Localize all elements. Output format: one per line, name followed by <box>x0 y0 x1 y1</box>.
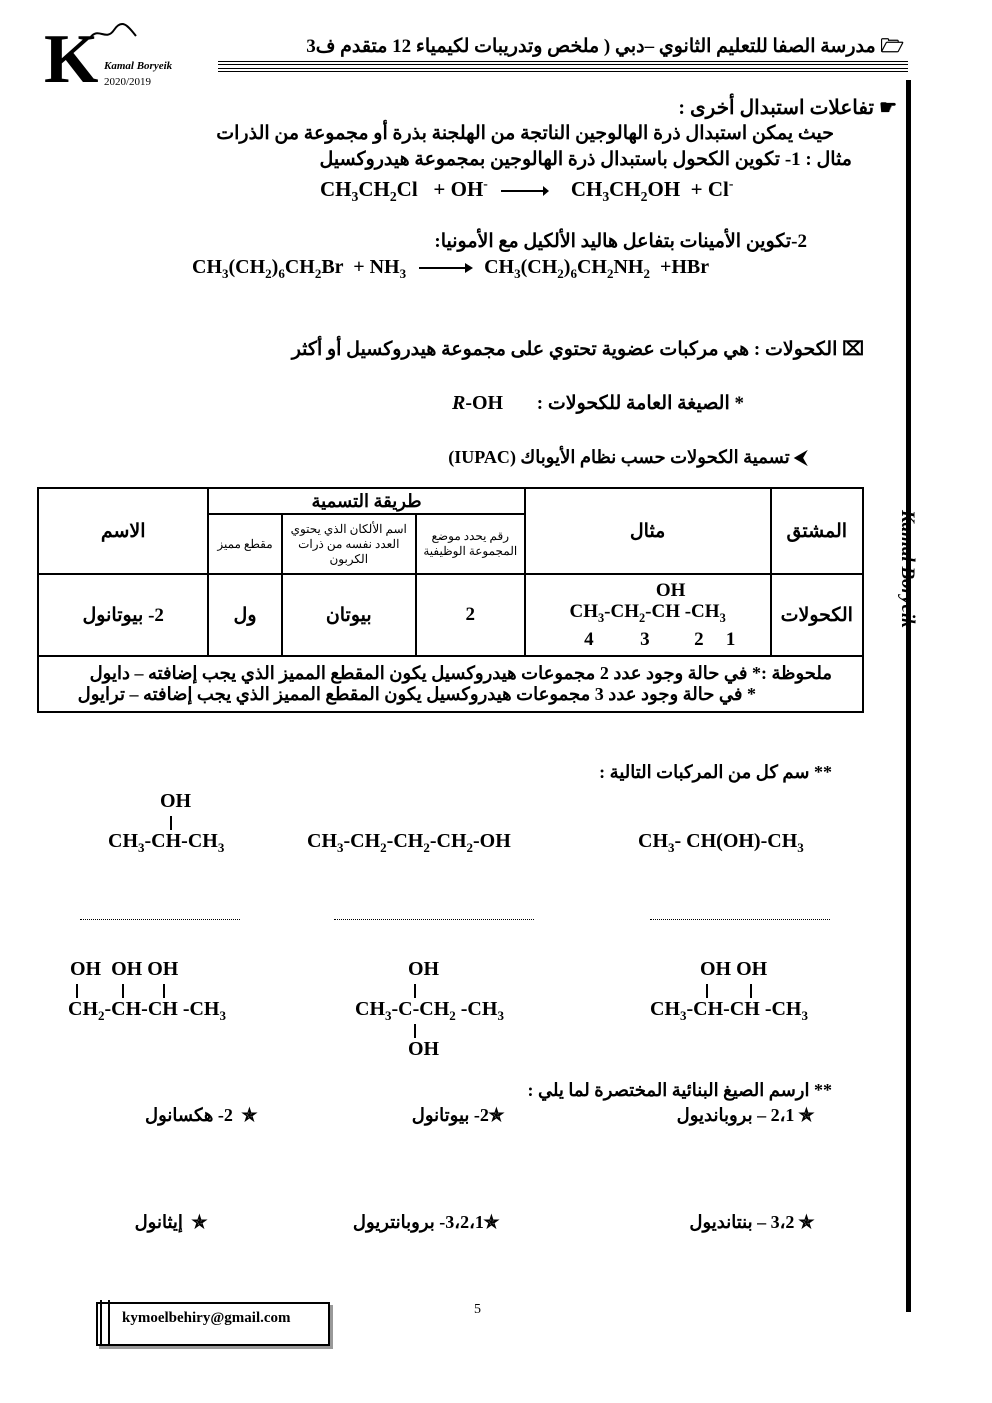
header-divider-2 <box>218 68 908 72</box>
year: 2020/2019 <box>104 76 152 88</box>
general-formula: R-OH <box>452 392 504 414</box>
section-description: حيث يمكن استبدال ذرة الهالوجين الناتجة من الهلجنة بذرة أو مجموعة من الذرات <box>216 123 834 144</box>
table-notes <box>38 656 863 712</box>
example2-label: 2-تكوين الأمينات بتفاعل هاليد الألكيل مع الأمونيا: <box>434 231 807 252</box>
col-position: رقم يحدد موضع المجموعة الوظيفية <box>416 514 525 574</box>
iupac-heading: ⮜ تسمية الكحولات حسب نظام الأيوباك (IUPAC) <box>448 447 807 467</box>
col-example: مثال <box>525 488 771 574</box>
cell-suffix: ول <box>208 574 281 656</box>
cell-derivative: الكحولات <box>771 574 863 656</box>
star-icon: ✯ <box>483 1212 499 1232</box>
bond-line <box>706 984 708 998</box>
bond-line <box>750 984 752 998</box>
exercise1-heading: ** سم كل من المركبات التالية : <box>599 762 832 782</box>
draw-item-5: ✯3،2،1- بروبانتريول <box>352 1212 499 1232</box>
compound-a: $CH_3-CH-CH_3$ <box>108 830 225 855</box>
oh-group: OH <box>655 580 686 602</box>
naming-table <box>37 487 864 713</box>
draw-item-6: ✯ إيثانول <box>134 1212 207 1232</box>
right-border-bar <box>906 80 911 1312</box>
bond-line <box>76 984 78 998</box>
example1-label: مثال : 1- تكوين الكحول باستبدال ذرة الهالوجين بمجموعة هيدروكسيل <box>319 149 852 170</box>
cell-alkane: بيوتان <box>282 574 416 656</box>
compound-d: $CH_2-CH-CH$ $-CH_3$ <box>68 998 226 1023</box>
scroll-edge <box>100 1300 110 1344</box>
draw-item-1: ✯ 2،1 – بروبانديول <box>676 1105 814 1125</box>
answer-blank-3[interactable] <box>650 918 830 920</box>
reaction-1: $CH_3CH_2Cl + OH^-$ $CH_3CH_2OH + Cl^-$ <box>320 176 734 205</box>
oh-top: OH <box>408 958 440 980</box>
logo-scribble <box>88 22 138 49</box>
alcohol-definition: ⌧ الكحولات : هي مركبات عضوية تحتوي على مجموعة هيدروكسيل أو أكثر <box>291 339 864 360</box>
flag-icon: ☛ <box>879 97 897 119</box>
note-diol: ملحوظة :* في حالة وجود عدد 2 مجموعات هيدروكسيل يكون المقطع المميز الذي يجب إضافته – دايول <box>89 663 832 683</box>
col-alkane-name: اسم الألكان الذي يحتوي العدد نفسه من ذرات الكربون <box>282 514 416 574</box>
star-icon: ✯ <box>241 1105 257 1125</box>
logo-letter: K <box>44 21 99 98</box>
compound-f: $CH_3-CH-CH$ $-CH_3$ <box>650 998 808 1023</box>
exercise2-heading: ** ارسم الصيغ البنائية المختصرة لما يلي : <box>527 1080 832 1100</box>
cell-position: 2 <box>416 574 525 656</box>
col-suffix: مقطع مميز <box>208 514 281 574</box>
bond-line <box>414 984 416 998</box>
bond-line <box>414 1024 416 1038</box>
answer-blank-1[interactable] <box>80 918 240 920</box>
draw-item-3: ✯ 2- هكسانول <box>145 1105 257 1125</box>
cell-name: 2- بيوتانول <box>38 574 208 656</box>
draw-item-4: ✯ 3،2 – بنتانديول <box>689 1212 814 1232</box>
author-name: Kamal Boryeik <box>104 60 173 72</box>
star-icon: ✯ <box>488 1105 504 1125</box>
email-link[interactable]: kymoelbehiry@gmail.com <box>122 1310 291 1326</box>
cell-example <box>525 574 771 656</box>
bond-line <box>163 984 165 998</box>
page-title: 🗁 مدرسة الصفا للتعليم الثانوي –دبي ( ملخص وتدريبات لكيمياء 12 متقدم ف3 <box>306 36 904 57</box>
draw-item-2: ✯2- بيوتانول <box>411 1105 504 1125</box>
bond-line <box>122 984 124 998</box>
star-icon: ✯ <box>798 1212 814 1232</box>
oh-label-1: OH <box>160 790 192 812</box>
general-formula-label: * الصيغة العامة للكحولات : <box>536 393 744 414</box>
answer-blank-2[interactable] <box>334 918 534 920</box>
col-name: الاسم <box>38 488 208 574</box>
structure-butanol: $CH_3-CH_2-CH$ $-CH_3$ <box>569 601 726 625</box>
oh-groups-triol: OH OH OH <box>70 958 179 980</box>
note-triol: * في حالة وجود عدد 3 مجموعات هيدروكسيل يكون المقطع المميز الذي يجب إضافته – ترايول <box>77 684 756 704</box>
compound-b: $CH_3-CH_2-CH_2-CH_2-OH$ <box>307 830 511 855</box>
vertical-signature: Kamal Boryeik <box>897 510 918 628</box>
compound-e: $CH_3-C-CH_2$ $-CH_3$ <box>355 998 504 1023</box>
arrow-left-icon: ⮜ <box>794 447 807 467</box>
carbon-numbers: 4 3 2 1 <box>584 628 736 650</box>
star-icon: ✯ <box>798 1105 814 1125</box>
compound-c: $CH_3-$ $CH(OH)-CH_3$ <box>638 830 804 855</box>
oh-groups-diol: OH OH <box>700 958 768 980</box>
section-heading: ☛ تفاعلات استبدال أخرى : <box>678 97 897 119</box>
envelope-icon: ⌧ <box>842 339 864 360</box>
col-derivative: المشتق <box>771 488 863 574</box>
header-divider <box>218 61 908 65</box>
page-number: 5 <box>474 1302 481 1317</box>
oh-bottom: OH <box>408 1038 440 1060</box>
col-naming-method: طريقة التسمية <box>208 488 524 514</box>
reaction-2: $CH_3(CH_2)_6CH_2Br + NH_3$ $CH_3(CH_2)_6CH_2NH_2 +HBr$ <box>192 256 710 281</box>
bond-line <box>170 816 172 830</box>
star-icon: ✯ <box>191 1212 207 1232</box>
